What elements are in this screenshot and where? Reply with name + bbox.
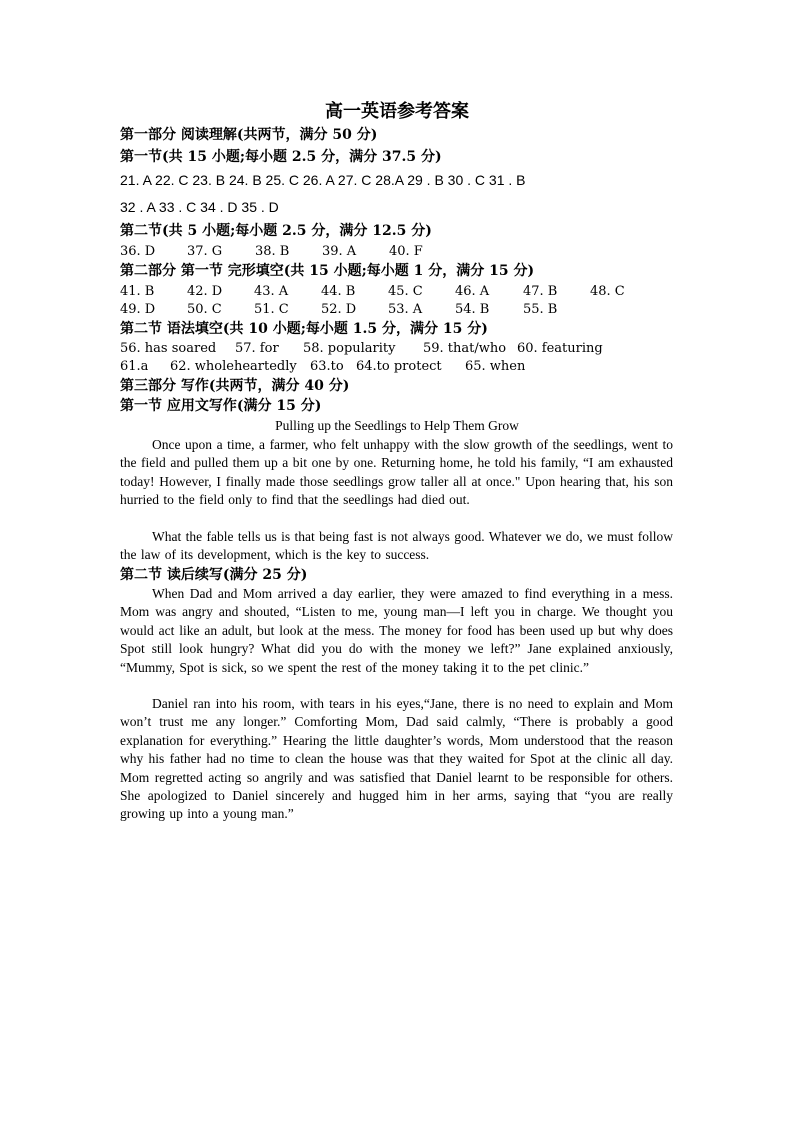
answer-item: 44. B: [321, 284, 356, 299]
part1-section2-heading: 第二节(共 5 小题;每小题 2.5 分，满分 12.5 分): [120, 223, 432, 239]
part1-section1-heading: 第一节(共 15 小题;每小题 2.5 分，满分 37.5 分): [120, 149, 442, 165]
answer-item: 57. for: [235, 341, 279, 356]
answer-item: 51. C: [254, 302, 289, 317]
answer-item: 62. wholeheartedly: [170, 359, 297, 374]
answer-item: 37. G: [187, 244, 223, 259]
grammar-answers-row1: [120, 340, 680, 357]
answer-item: 42. D: [187, 284, 223, 299]
answer-item: 53. A: [388, 302, 423, 317]
answer-item: 56. has soared: [120, 341, 217, 356]
answer-item: 58. popularity: [303, 341, 396, 356]
answer-item: 46. A: [455, 284, 490, 299]
answer-item: 54. B: [455, 302, 490, 317]
cloze-answers-row2: [120, 301, 680, 318]
section2-answers: [120, 243, 680, 260]
answer-item: 45. C: [388, 284, 423, 299]
answer-item: 59. that/who: [423, 341, 507, 356]
essay-title: Pulling up the Seedlings to Help Them Grow: [275, 418, 519, 433]
answer-item: 63.to: [310, 359, 344, 374]
answer-item: 39. A: [322, 244, 357, 259]
part2-section2-heading: 第二节 语法填空(共 10 小题;每小题 1.5 分，满分 15 分): [120, 321, 488, 337]
answer-item: 40. F: [389, 244, 423, 259]
continuation-paragraph: Daniel ran into his room, with tears in his eyes,“Jane, there is no need to explain and Mom won’t trust me any longer.” Comforting Mom, Dad said calmly, “There is probably a good explanation for everything.” Hearing the little daughter’s words, Mom understood that the reason why his father had no time to clean the house was that they waited for Spot at the clinic all day. Mom regretted acting so angrily and was satisfied that Daniel learnt to be responsible for others. She apologized to Daniel sincerely and hugged him in her arms, saying that “you are really growing up into a young man.”: [120, 696, 673, 822]
answer-item: 49. D: [120, 302, 156, 317]
part3-section1-heading: 第一节 应用文写作(满分 15 分): [120, 398, 322, 414]
answer-item: 36. D: [120, 244, 156, 259]
answer-item: 64.to protect: [356, 359, 442, 374]
essay-paragraph: What the fable tells us is that being fast is not always good. Whatever we do, we must follow the law of its development, which is the key to success.: [120, 529, 673, 563]
answer-item: 60. featuring: [517, 341, 603, 356]
answer-item: 43. A: [254, 284, 289, 299]
part3-section2-heading: 第二节 读后续写(满分 25 分): [120, 567, 308, 583]
answer-item: 65. when: [465, 359, 526, 374]
answer-item: 55. B: [523, 302, 558, 317]
answer-item: 52. D: [321, 302, 357, 317]
part3-heading: 第三部分 写作(共两节，满分 40 分): [120, 378, 350, 394]
continuation-paragraph: When Dad and Mom arrived a day earlier, they were amazed to find everything in a mess. Mom was angry and shouted, “Listen to me, young man—I left you in charge. We thought you would act like an adult, but look at the mess. The money for food has been used up but why does Spot still look hungry? What did you do with the money we left?” Jane explained anxiously, “Mummy, Spot is sick, so we spent the rest of the money taking it to the pet clinic.”: [120, 586, 673, 675]
answer-item: 38. B: [255, 244, 290, 259]
reading-answers-line2: 32 . A 33 . C 34 . D 35 . D: [120, 199, 279, 215]
essay-paragraph: Once upon a time, a farmer, who felt unhappy with the slow growth of the seedlings, went to the field and pulled them up a bit one by one. Returning home, he told his family, “I am exhausted today! However, I finally made those seedlings grow taller all at once." Upon hearing that, his son hurried to the field only to find that the seedlings had died out.: [120, 437, 673, 508]
part1-heading: 第一部分 阅读理解(共两节，满分 50 分): [120, 127, 378, 143]
answer-item: 41. B: [120, 284, 155, 299]
answer-item: 48. C: [590, 284, 625, 299]
answer-item: 47. B: [523, 284, 558, 299]
grammar-answers-row2: [120, 358, 680, 375]
reading-answers-line1: 21. A 22. C 23. B 24. B 25. C 26. A 27. C 28.A 29 . B 30 . C 31 . B: [120, 172, 526, 188]
answer-item: 61.a: [120, 359, 149, 374]
part2-heading: 第二部分 第一节 完形填空(共 15 小题;每小题 1 分，满分 15 分): [120, 263, 535, 279]
answer-item: 50. C: [187, 302, 222, 317]
page-title: 高一英语参考答案: [325, 101, 469, 122]
cloze-answers-row1: [120, 283, 680, 300]
